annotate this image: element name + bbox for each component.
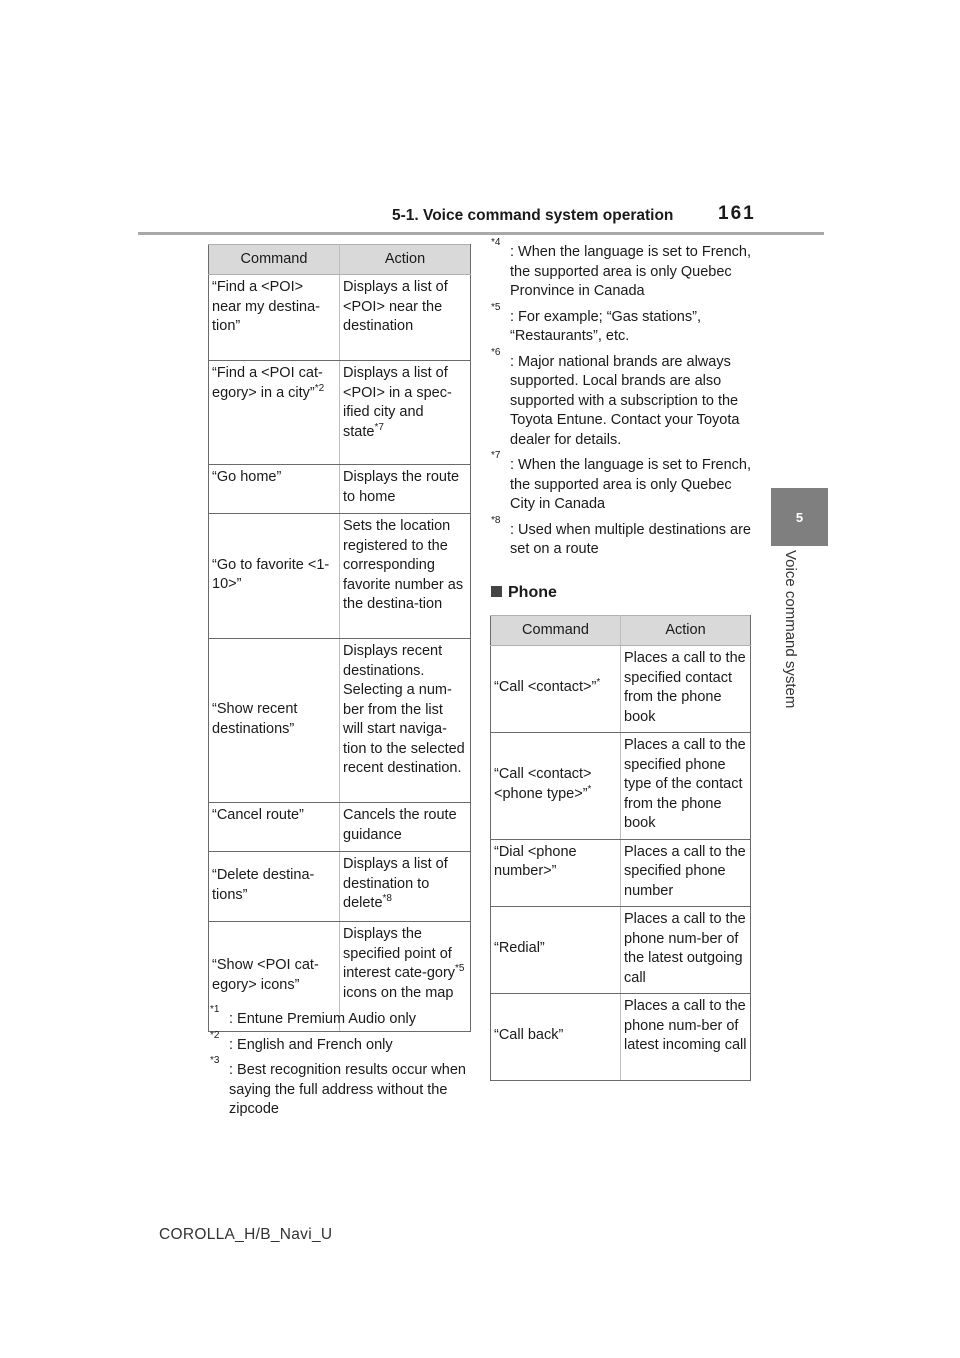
- table-row: [209, 514, 471, 639]
- footnote-ref: *7: [374, 421, 384, 433]
- column-header-command: Command: [209, 245, 340, 275]
- chapter-label: Voice command system: [782, 550, 799, 709]
- footnote: *3 : Best recognition results occur when saying the full address without the zipcode: [210, 1055, 466, 1117]
- command-cell: “Find a <POI> near my destina-tion”: [209, 275, 340, 361]
- table-row: [491, 646, 751, 733]
- chapter-tab[interactable]: [771, 488, 828, 546]
- footnote-ref: *8: [382, 893, 392, 905]
- navigation-command-table: [208, 244, 471, 1032]
- command-cell: “Show <POI cat-egory> icons”: [209, 922, 340, 1032]
- column-header-action: Action: [621, 616, 751, 646]
- action-cell: Displays recent destinations. Selecting a num-ber from the list will start naviga-tion to the selected recent destination.: [340, 639, 471, 803]
- column-header-command: Command: [491, 616, 621, 646]
- action-cell: Places a call to the specified phone number: [621, 839, 751, 907]
- action-cell: Sets the location registered to the corresponding favorite number as the destina-tion: [340, 514, 471, 639]
- action-cell: Displays the specified point of interest cate-gory$^{*5}$ icons on the map: [340, 922, 471, 1032]
- command-cell: “Cancel route”: [209, 803, 340, 852]
- command-cell: “Call back”: [491, 994, 621, 1081]
- action-cell: Cancels the route guidance: [340, 803, 471, 852]
- command-cell: “Delete destina-tions”: [209, 852, 340, 922]
- table-row: [491, 733, 751, 840]
- action-cell: Displays the route to home: [340, 465, 471, 514]
- footnote: *7 : When the language is set to French, the supported area is only Quebec City in Canada: [491, 450, 751, 512]
- action-cell: Places a call to the specified contact from the phone book: [621, 646, 751, 733]
- footnote-ref: *: [596, 677, 601, 689]
- command-cell: “Call <contact> <phone type>”*: [491, 733, 621, 840]
- footnote-ref: *2: [314, 382, 325, 394]
- action-cell: Displays a list of <POI> in a spec-ified city and state$^{*7}$: [340, 361, 471, 465]
- command-cell: “Show recent destinations”: [209, 639, 340, 803]
- footnote: *2 : English and French only: [210, 1029, 393, 1053]
- phone-section-heading: Phone: [491, 584, 557, 602]
- footer-doc-id: COROLLA_H/B_Navi_U: [159, 1226, 333, 1243]
- footnote-ref: *: [587, 783, 592, 795]
- table-row: [491, 839, 751, 907]
- action-cell: Places a call to the specified phone type of the contact from the phone book: [621, 733, 751, 840]
- footnote: *4 : When the language is set to French, the supported area is only Quebec Pronvince in Canada: [491, 237, 751, 299]
- command-cell: “Dial <phone number>”: [491, 839, 621, 907]
- table-row: [209, 275, 471, 361]
- table-row: [209, 852, 471, 922]
- column-header-action: Action: [340, 245, 471, 275]
- table-row: [209, 361, 471, 465]
- footnote: *5 : For example; “Gas stations”, “Restaurants”, etc.: [491, 301, 701, 344]
- chapter-number: 5: [795, 509, 804, 525]
- section-title: 5-1. Voice command system operation: [392, 207, 674, 224]
- footnotes-left: [210, 1004, 470, 1126]
- page-number: 161: [718, 203, 756, 224]
- table-row: [491, 994, 751, 1081]
- header-rule: [138, 232, 824, 235]
- square-bullet-icon: [491, 586, 502, 597]
- command-cell: “Redial”: [491, 907, 621, 994]
- command-cell: “Go to favorite <1-10>”: [209, 514, 340, 639]
- command-cell: “Call <contact>”*: [491, 646, 621, 733]
- footnote: *8 : Used when multiple destinations are set on a route: [491, 514, 751, 557]
- action-cell: Displays a list of destination to delete$^{*8}$: [340, 852, 471, 922]
- footnotes-right: [491, 237, 751, 566]
- command-cell: “Find a <POI cat-egory> in a city”$^{*2}$: [209, 361, 340, 465]
- action-cell: Places a call to the phone num-ber of latest incoming call: [621, 994, 751, 1081]
- table-header-row: [491, 616, 751, 646]
- action-cell: Places a call to the phone num-ber of the latest outgoing call: [621, 907, 751, 994]
- footnote: *1 : Entune Premium Audio only: [210, 1004, 416, 1027]
- command-cell: “Go home”: [209, 465, 340, 514]
- table-row: [209, 639, 471, 803]
- action-cell: Displays a list of <POI> near the destination: [340, 275, 471, 361]
- table-row: [209, 465, 471, 514]
- table-header-row: [209, 245, 471, 275]
- table-row: [209, 803, 471, 852]
- table-row: [491, 907, 751, 994]
- footnote-ref: *5: [455, 963, 465, 975]
- phone-command-table: [490, 615, 751, 1081]
- footnote: *6 : Major national brands are always supported. Local brands are also supported with a subscription to the Toyota Entune. Contact your Toyota dealer for details.: [491, 346, 740, 448]
